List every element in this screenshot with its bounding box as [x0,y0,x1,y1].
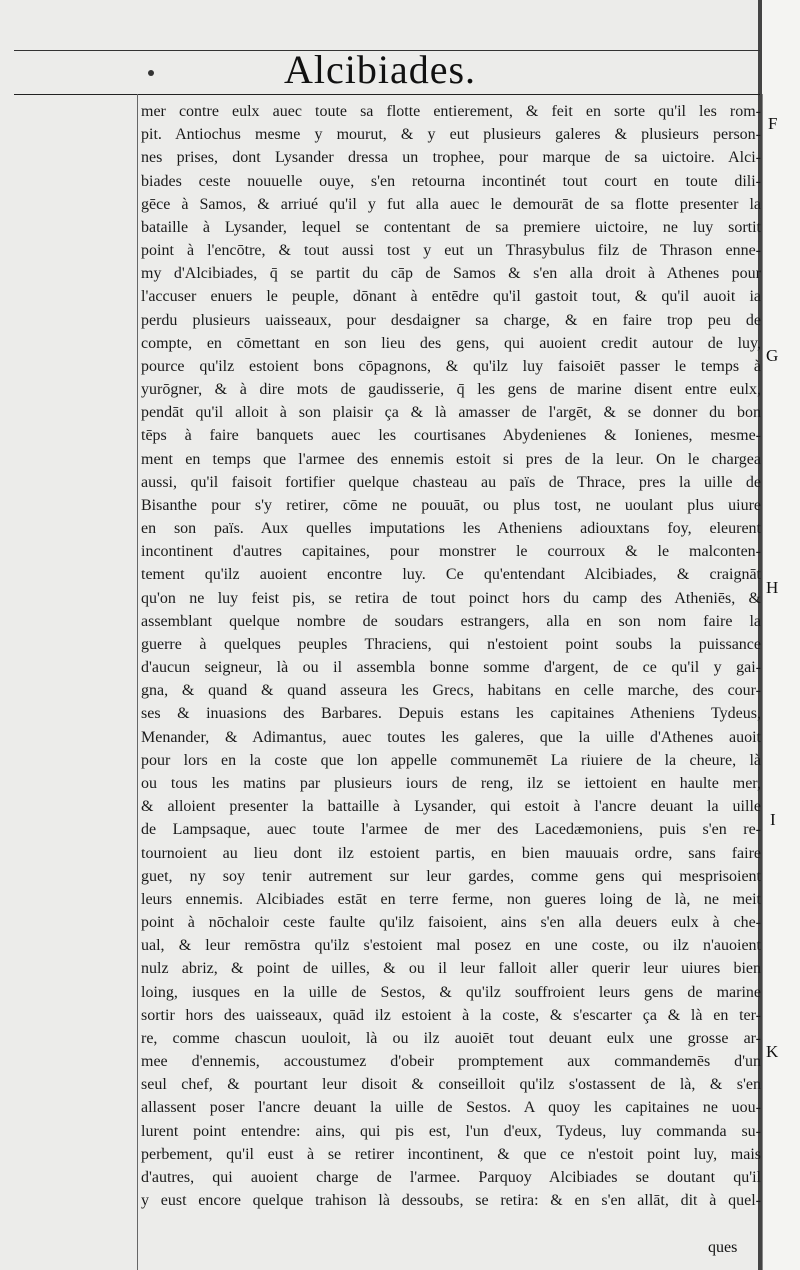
marginal-letter-k: K [766,1042,779,1061]
column-rule-right [762,94,763,1270]
text-line: pit. Antiochus mesme y mourut, & y eut plusieurs galeres & plusieurs person- [141,126,761,144]
text-line: d'autres, qui auoient charge de l'armee. Parquoy Alcibiades se doutant qu'il [141,1168,761,1186]
text-line: tēps à faire banquets auec les courtisanes Abydenienes & Ionienes, mesme- [141,427,761,445]
text-line: de Lampsaque, auec toute l'armee de mer des Lacedæmoniens, puis s'en re- [141,821,761,839]
text-line: ual, & leur remōstra qu'ilz s'estoient mal posez en une coste, ou ilz n'auoient [141,937,761,955]
text-line: point à nōchaloir ceste faulte qu'ilz faisoient, ains s'en alla deuers eulx à che- [141,914,761,932]
catchword: ques [708,1239,738,1256]
text-line: seul chef, & pourtant leur disoit & conseilloit qu'ilz s'ostassent de là, & s'en [141,1076,761,1094]
marginal-letter-h: H [766,578,779,597]
text-line: Menander, & Adimantus, auec toutes les galeres, que la uille d'Athenes auoit [141,728,761,746]
text-line: compte, en cōmettant en son lieu des gens, qui auoient credit autour de luy, [141,334,761,352]
text-line: ment en temps que l'armee des ennemis estoit si pres de la leur. On le chargea [141,450,761,468]
text-line: incontinent d'autres capitaines, pour monstrer le courroux & le malconten- [141,543,761,561]
text-line: ou tous les matins par plusieurs iours de reng, ilz se iettoient en haulte mer, [141,774,761,792]
text-line: bataille à Lysander, lequel se contentant de sa premiere uictoire, ne luy sortit [141,218,761,236]
text-line: gna, & quand & quand asseura les Grecs, habitans en celle marche, des cour- [141,682,761,700]
text-line: guerre à quelques peuples Thraciens, qui n'estoient point soubs la puissance [141,635,761,653]
marginal-letter-i: I [770,810,776,829]
marginal-letter-f: F [768,114,778,133]
text-line: nes prises, dont Lysander dressa un trophee, pour marque de sa uictoire. Alci- [141,149,761,167]
marginal-letter-g: G [766,346,779,365]
text-line: d'aucun seigneur, là ou il assembla bonne somme d'argent, de ce qu'il y gai- [141,659,761,677]
text-line: allassent poser l'ancre deuant la uille de Sestos. A quoy les capitaines ne uou- [141,1099,761,1117]
text-line: pource qu'ilz estoient bons cōpagnons, & qu'ilz luy faisoiēt passer le temps à [141,357,761,375]
text-line: tournoient au lieu dont ilz estoient partis, en bien mauuais ordre, sans faire [141,844,761,862]
text-line: pour lors en la coste que lon appelle communemēt La riuiere de la cheure, là [141,751,761,769]
text-line: assemblant quelque nombre de soudars estrangers, alla en son nom faire la [141,612,761,630]
text-line: en son païs. Aux quelles imputations les Atheniens adiouxtans foy, eleurent [141,520,761,538]
text-line: aussi, qu'il faisoit fortifier quelque chasteau au païs de Thrace, pres la uille de [141,473,761,491]
text-line: lurent point entendre: ains, qui pis est, l'un d'eux, Tydeus, luy commanda su- [141,1122,761,1140]
text-line: guet, ny soy tenir autrement sur leur gardes, comme gens qui mesprisoient [141,867,761,885]
text-line: perdu plusieurs uaisseaux, pour desdaigner sa charge, & en faire trop peu de [141,311,761,329]
text-line: tement qu'ilz auoient encontre luy. Ce qu'entendant Alcibiades, & craignāt [141,566,761,584]
running-title: Alcibiades. [283,47,477,92]
column-rule-left [137,94,138,1270]
page-gutter [762,0,800,1270]
text-line: sortir hors des uaisseaux, quād ilz estoient à la coste, & s'escarter ça & là en ter- [141,1006,761,1024]
text-line: loing, iusques en la uille de Sestos, & qu'ilz souffroient leurs gens de marine [141,983,761,1001]
text-line: re, comme chascun uouloit, là ou ilz auoiēt tout deuant eulx une grosse ar- [141,1029,761,1047]
text-line: perbement, qu'il eust à se retirer incontinent, & que ce n'estoit point luy, mais [141,1145,761,1163]
text-line: ses & inuasions des Barbares. Depuis estans les capitaines Atheniens Tydeus, [141,705,761,723]
text-line: pendāt qu'il alloit à son plaisir ça & là amasser de l'argēt, & se donner du bon [141,404,761,422]
text-line: my d'Alcibiades, q̄ se partit du cāp de Samos & s'en alla droit à Athenes pour [141,265,761,283]
text-line: point à l'encōtre, & tout aussi tost y eut un Thrasybulus filz de Thrason enne- [141,242,761,260]
text-line: nulz abriz, & point de uilles, & ou il leur falloit aller querir leur uiures bien [141,960,761,978]
text-line: mee d'ennemis, accoustumez d'obeir promptement aux commandemēs d'un [141,1053,761,1071]
header-rule-bottom [14,94,760,95]
text-line: gēce à Samos, & arriué qu'il y fut alla auec le demourāt de sa flotte presenter la [141,195,761,213]
text-line: y eust encore quelque trahison là dessoubs, se retira: & en s'en allāt, dit à quel- [141,1192,761,1210]
text-line: yurōgner, & à dire mots de gaudisserie, q̄ les gens de marine disent entre eulx, [141,381,761,399]
text-line: l'accuser enuers le peuple, dōnant à entēdre qu'il gastoit tout, & qu'il auoit ia [141,288,761,306]
text-line: leurs ennemis. Alcibiades estāt en terre ferme, non gueres loing de là, ne meit [141,890,761,908]
text-line: qu'on ne luy feist pis, se retira de tout poinct hors du camp des Atheniēs, & [141,589,761,607]
text-line: biades ceste nouuelle ouye, s'en retourna incontinét tout court en toute dili- [141,172,761,190]
text-line: & alloient presenter la battaille à Lysander, qui estoit à l'ancre deuant la uille [141,798,761,816]
body-text [141,100,761,1212]
text-line: Bisanthe pour s'y retirer, cōme ne pouuāt, ou plus tost, ne uoulant plus uiure [141,496,761,514]
text-line: mer contre eulx auec toute sa flotte entierement, & feit en sorte qu'il les rom- [141,103,761,120]
